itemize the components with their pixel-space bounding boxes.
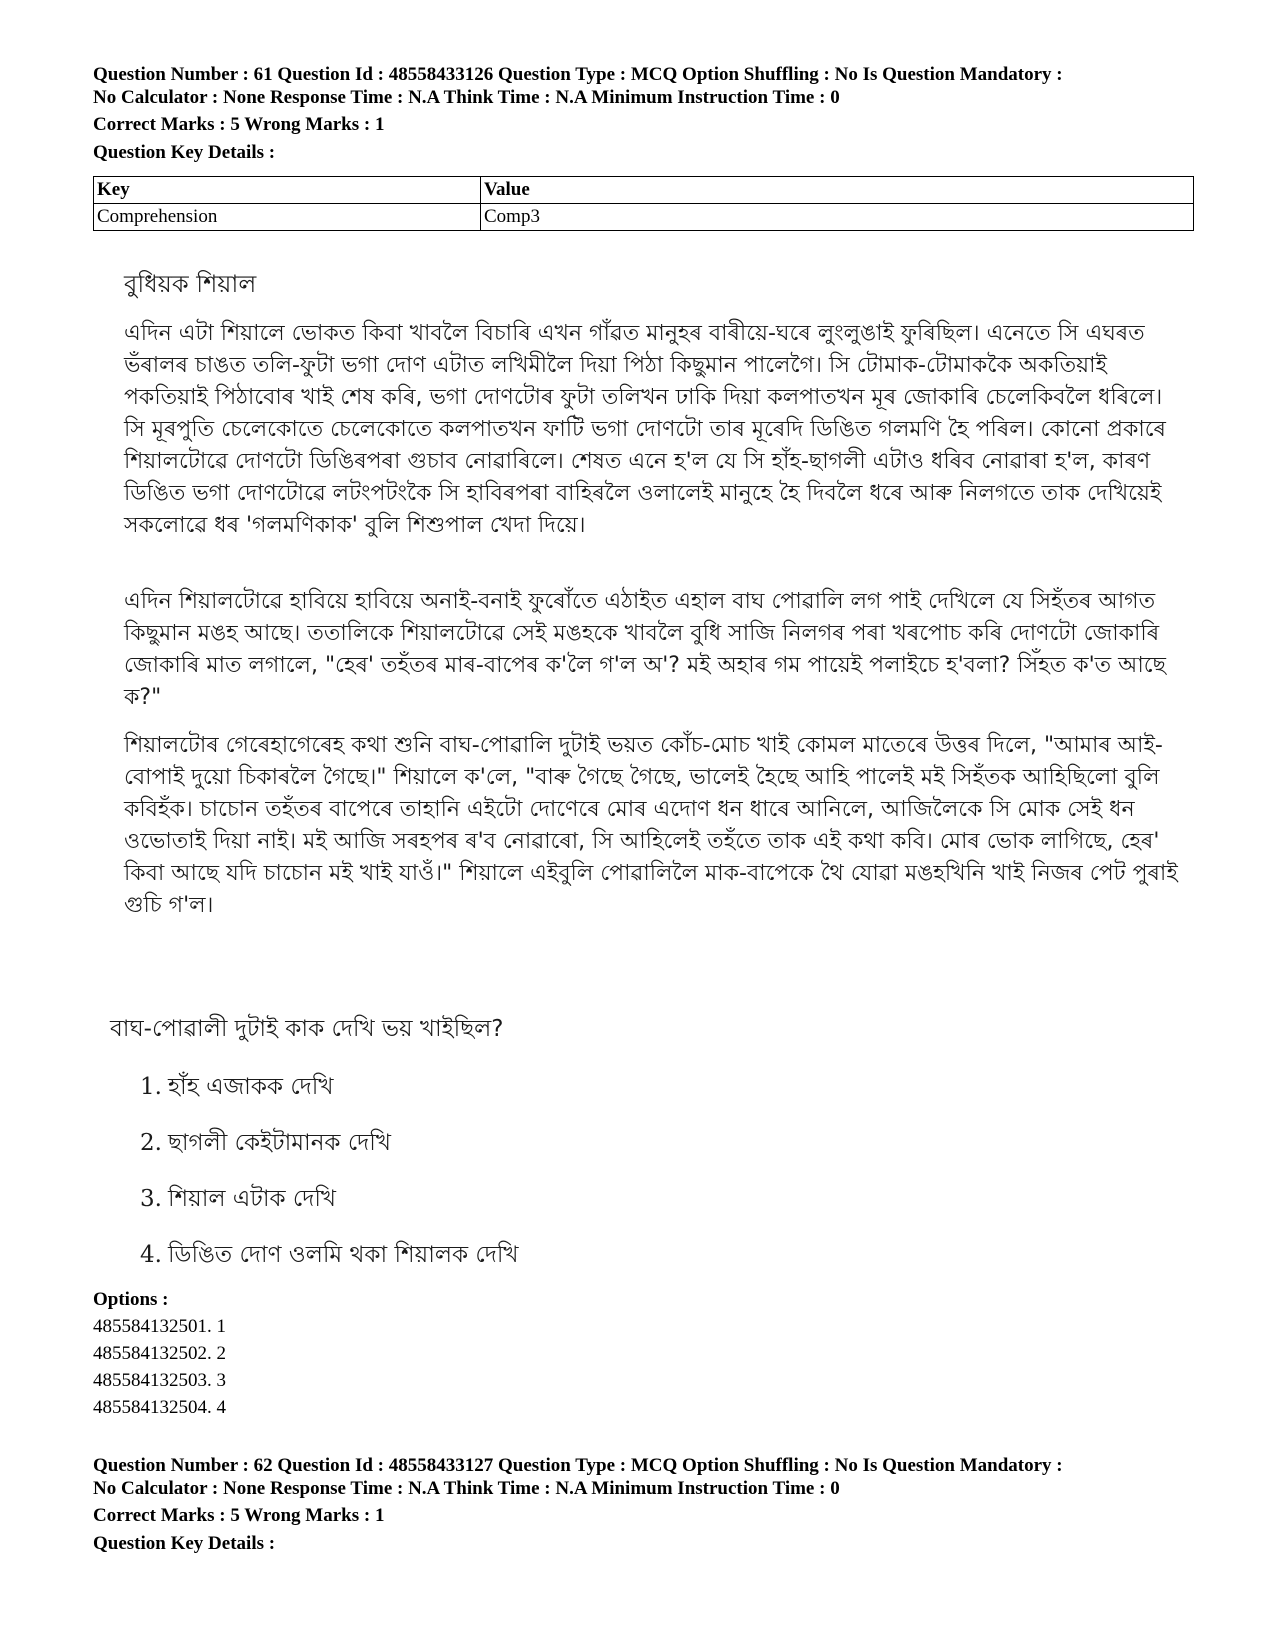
choice-1 <box>140 1068 333 1107</box>
option-item: 485584132504. 4 <box>93 1397 226 1418</box>
table-header-row <box>94 177 1194 204</box>
table-cell-key: Comprehension <box>94 204 481 231</box>
table-cell-value: Comp3 <box>481 204 1194 231</box>
question-61-meta <box>93 63 1203 109</box>
choice-4 <box>140 1236 519 1275</box>
question-key-table <box>93 176 1194 231</box>
passage-paragraph-2: এদিন শিয়ালটোৱে হাবিয়ে হাবিয়ে অনাই-বনাই ফুৰোঁতে এঠাইত এহাল বাঘ পোৱালি লগ পাই দেখিলে যে সিহঁতৰ আগত কিছুমান মঙহ আছে। ততালিকে শিয়ালটোৱে সেই মঙহকে খাবলৈ বুধি সাজি নিলগৰ পৰা খৰপোচ কৰি দোণটো জোকাৰি জোকাৰি মাত লগালে, "হেৰ' তহঁতৰ মাৰ-বাপেৰ ক'লৈ গ'ল অ'? মই অহাৰ গম পায়েই পলাইচে হ'বলা? সিঁহত ক'ত আছে ক?" <box>124 589 1166 710</box>
question-meta-line: No Calculator : None Response Time : N.A Think Time : N.A Minimum Instruction Time : 0 <box>93 1478 840 1499</box>
choice-text: শিয়াল এটাক দেখি <box>167 1186 337 1212</box>
choice-3 <box>140 1180 336 1219</box>
option-item: 485584132503. 3 <box>93 1370 226 1391</box>
options-label: Options : <box>93 1289 169 1310</box>
choice-text: হাঁহ এজাকক দেখি <box>167 1074 334 1100</box>
choice-text: ছাগলী কেইটামানক দেখি <box>167 1130 391 1156</box>
question-62-key-details-label: Question Key Details : <box>93 1533 276 1554</box>
table-header-key: Key <box>94 177 481 204</box>
passage-title: বুধিয়ক শিয়াল <box>124 270 257 298</box>
question-62-marks: Correct Marks : 5 Wrong Marks : 1 <box>93 1505 385 1526</box>
question-meta-line: Question Number : 61 Question Id : 48558433126 Question Type : MCQ Option Shuffling : No Is Question Mandatory : <box>93 64 1063 85</box>
choice-text: ডিঙিত দোণ ওলমি থকা শিয়ালক দেখি <box>167 1242 519 1268</box>
table-header-value: Value <box>481 177 1194 204</box>
choice-number: 1. <box>140 1074 162 1100</box>
question-meta-line: No Calculator : None Response Time : N.A Think Time : N.A Minimum Instruction Time : 0 <box>93 87 840 108</box>
passage-paragraph-1: এদিন এটা শিয়ালে ভোকত কিবা খাবলৈ বিচাৰি এখন গাঁৱত মানুহৰ বাৰীয়ে-ঘৰে লুংলুঙাই ফুৰিছিল। এনেতে সি এঘৰত ভঁৰালৰ চাঙত তলি-ফুটা ভগা দোণ এটাত লখিমীলৈ দিয়া পিঠা কিছুমান পালেগৈ। সি টোমাক-টোমাককৈ অকতিয়াই পকতিয়াই পিঠাবোৰ খাই শেষ কৰি, ভগা দোণটোৰ ফুটা তলিখন ঢাকি দিয়া কলপাতখন মূৰ জোকাৰি চেলেকিবলৈ ধৰিলে। সি মূৰপুতি চেলেকোতে চেলেকোতে কলপাতখন ফাটি ভগা দোণটো তাৰ মূৰেদি ডিঙিত গলমণি হৈ পৰিল। কোনো প্ৰকাৰে শিয়ালটোৱে দোণটো ডিঙিৰপৰা গুচাব নোৱাৰিলে। শেষত এনে হ'ল যে সি হাঁহ-ছাগলী এটাও ধৰিব নোৱাৰা হ'ল, কাৰণ ডিঙিত ভগা দোণটোৱে লটংপটংকৈ সি হাবিৰপৰা বাহিৰলৈ ওলালেই মানুহে হৈ দিবলৈ ধৰে আৰু নিলগতে তাক দেখিয়েই সকলোৱে ধৰ 'গলমণিকাক' বুলি শিশুপাল খেদা দিয়ে। <box>124 321 1166 538</box>
table-row <box>94 204 1194 231</box>
question-61-marks: Correct Marks : 5 Wrong Marks : 1 <box>93 114 385 135</box>
option-item: 485584132502. 2 <box>93 1343 226 1364</box>
choice-number: 3. <box>140 1186 162 1212</box>
choice-2 <box>140 1124 391 1163</box>
question-61-key-details-label: Question Key Details : <box>93 142 276 163</box>
choice-number: 2. <box>140 1130 162 1156</box>
choice-number: 4. <box>140 1242 162 1268</box>
passage-paragraph-3: শিয়ালটোৰ গেৰেহাগেৰেহ কথা শুনি বাঘ-পোৱালি দুটাই ভয়ত কোঁচ-মোচ খাই কোমল মাতেৰে উত্তৰ দিলে, "আমাৰ আই-বোপাই দুয়ো চিকাৰলৈ গৈছে।" শিয়ালে ক'লে, "বাৰু গৈছে গৈছে, ভালেই হৈছে আহি পালেই মই সিহঁতক আহিছিলো বুলি কবিহঁক। চাচোন তহঁতৰ বাপেৰে তাহানি এইটো দোণেৰে মোৰ এদোণ ধন ধাৰে আনিলে, আজিলৈকে সি মোক সেই ধন ওভোতাই দিয়া নাই। মই আজি সৰহপৰ ৰ'ব নোৱাৰো, সি আহিলেই তহঁতে তাক এই কথা কবি। মোৰ ভোক লাগিছে, হেৰ' কিবা আছে যদি চাচোন মই খাই যাওঁ।" শিয়ালে এইবুলি পোৱালিলৈ মাক-বাপেকে থৈ যোৱা মঙহখিনি খাই নিজৰ পেট পুৰাই গুচি গ'ল। <box>124 733 1178 918</box>
question-62-meta <box>93 1454 1203 1500</box>
option-item: 485584132501. 1 <box>93 1316 226 1337</box>
question-text: বাঘ-পোৱালী দুটাই কাক দেখি ভয় খাইছিল? <box>110 1016 504 1042</box>
question-meta-line: Question Number : 62 Question Id : 48558433127 Question Type : MCQ Option Shuffling : No Is Question Mandatory : <box>93 1455 1063 1476</box>
